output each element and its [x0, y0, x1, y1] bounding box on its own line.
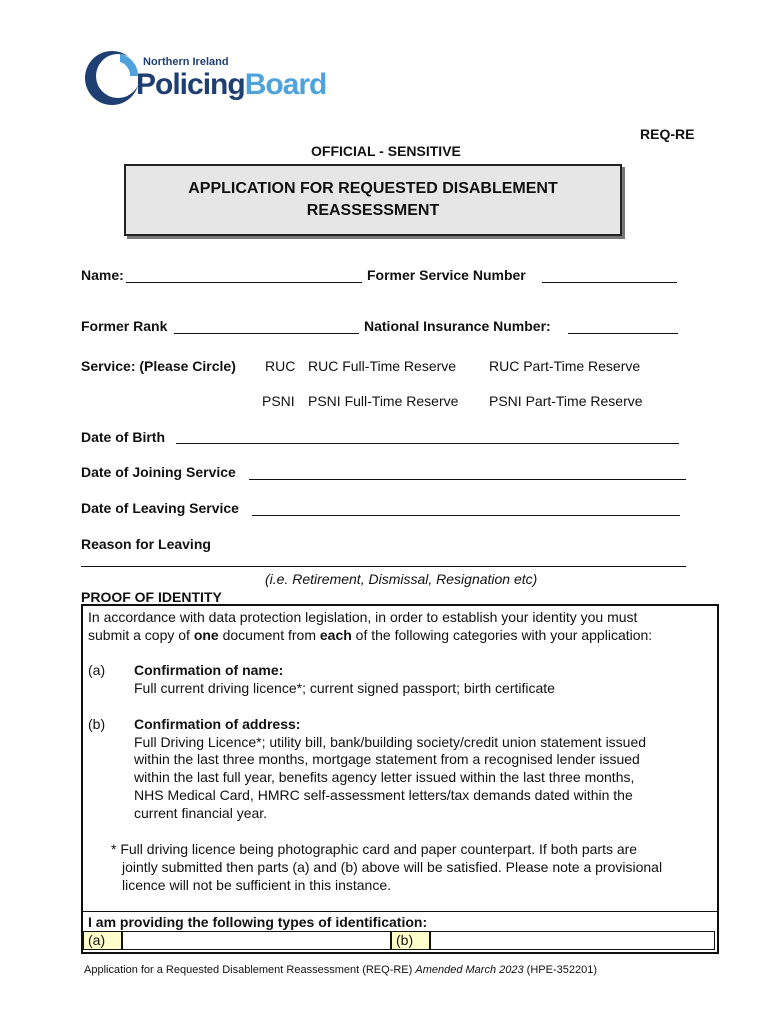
page-footer: Application for a Requested Disablement Reassessment (REQ-RE) Amended March 2023 (HPE-352201) [84, 964, 597, 976]
date-of-joining-field[interactable] [249, 479, 686, 480]
service-option-psni[interactable]: PSNI [262, 393, 295, 409]
logo-subtitle: Northern Ireland [143, 56, 229, 68]
date-of-joining-label: Date of Joining Service [81, 464, 236, 480]
former-service-number-field[interactable] [542, 282, 677, 283]
date-of-leaving-label: Date of Leaving Service [81, 500, 239, 516]
service-option-psni-part-time[interactable]: PSNI Part-Time Reserve [489, 393, 643, 409]
category-b-line: within the last three months, mortgage statement from a recognised lender issued [134, 751, 640, 767]
identification-a-field[interactable] [121, 931, 391, 950]
logo-wordmark: PolicingBoard [136, 68, 327, 101]
category-b-line: NHS Medical Card, HMRC self-assessment letters/tax demands dated within the [134, 787, 633, 803]
category-b-label: (b) [88, 716, 106, 732]
service-option-ruc[interactable]: RUC [265, 358, 296, 374]
former-rank-field[interactable] [174, 333, 359, 334]
proof-intro-line1: In accordance with data protection legislation, in order to establish your identity you must [88, 609, 638, 625]
date-of-birth-label: Date of Birth [81, 429, 165, 445]
identification-a-label: (a) [83, 931, 123, 950]
identification-b-field[interactable] [429, 931, 715, 950]
licence-note-line: * Full driving licence being photographic card and paper counterpart. If both parts are [111, 841, 638, 857]
former-service-number-label: Former Service Number [367, 267, 526, 283]
date-of-leaving-field[interactable] [252, 515, 680, 516]
licence-note-line: licence will not be sufficient in this instance. [122, 877, 391, 893]
category-b-line: within the last full year, benefits agency letter issued within the last three months, [134, 769, 635, 785]
licence-note-line: jointly submitted then parts (a) and (b) above will be satisfied. Please note a provisional [122, 859, 663, 875]
category-b-line: Full Driving Licence*; utility bill, bank/building society/credit union statement issued [134, 734, 647, 750]
identification-b-label: (b) [391, 931, 431, 950]
reason-for-leaving-label: Reason for Leaving [81, 536, 211, 552]
category-b-line: current financial year. [134, 805, 268, 821]
reason-hint: (i.e. Retirement, Dismissal, Resignation etc) [265, 571, 538, 587]
service-option-ruc-part-time[interactable]: RUC Part-Time Reserve [489, 358, 641, 374]
category-b-title: Confirmation of address: [134, 716, 301, 732]
date-of-birth-field[interactable] [176, 443, 679, 444]
service-label: Service: (Please Circle) [81, 358, 236, 374]
proof-of-identity-heading: PROOF OF IDENTITY [81, 589, 222, 605]
category-a-text: Full current driving licence*; current signed passport; birth certificate [134, 680, 555, 696]
policing-board-logo-icon [82, 46, 144, 110]
name-label: Name: [81, 267, 124, 283]
name-field[interactable] [126, 282, 362, 283]
service-option-psni-full-time[interactable]: PSNI Full-Time Reserve [308, 393, 459, 409]
national-insurance-field[interactable] [568, 333, 678, 334]
proof-divider [81, 911, 717, 912]
reason-for-leaving-field[interactable] [81, 566, 686, 567]
providing-identification-label: I am providing the following types of identification: [88, 914, 428, 930]
service-option-ruc-full-time[interactable]: RUC Full-Time Reserve [308, 358, 457, 374]
national-insurance-label: National Insurance Number: [364, 318, 551, 334]
classification-label: OFFICIAL - SENSITIVE [311, 143, 461, 159]
form-reference: REQ-RE [640, 126, 695, 142]
proof-intro-line2: submit a copy of one document from each of the following categories with your application: [88, 627, 653, 643]
category-a-label: (a) [88, 662, 106, 678]
category-a-title: Confirmation of name: [134, 662, 284, 678]
form-title: APPLICATION FOR REQUESTED DISABLEMENT REASSESSMENT [124, 164, 622, 236]
former-rank-label: Former Rank [81, 318, 168, 334]
